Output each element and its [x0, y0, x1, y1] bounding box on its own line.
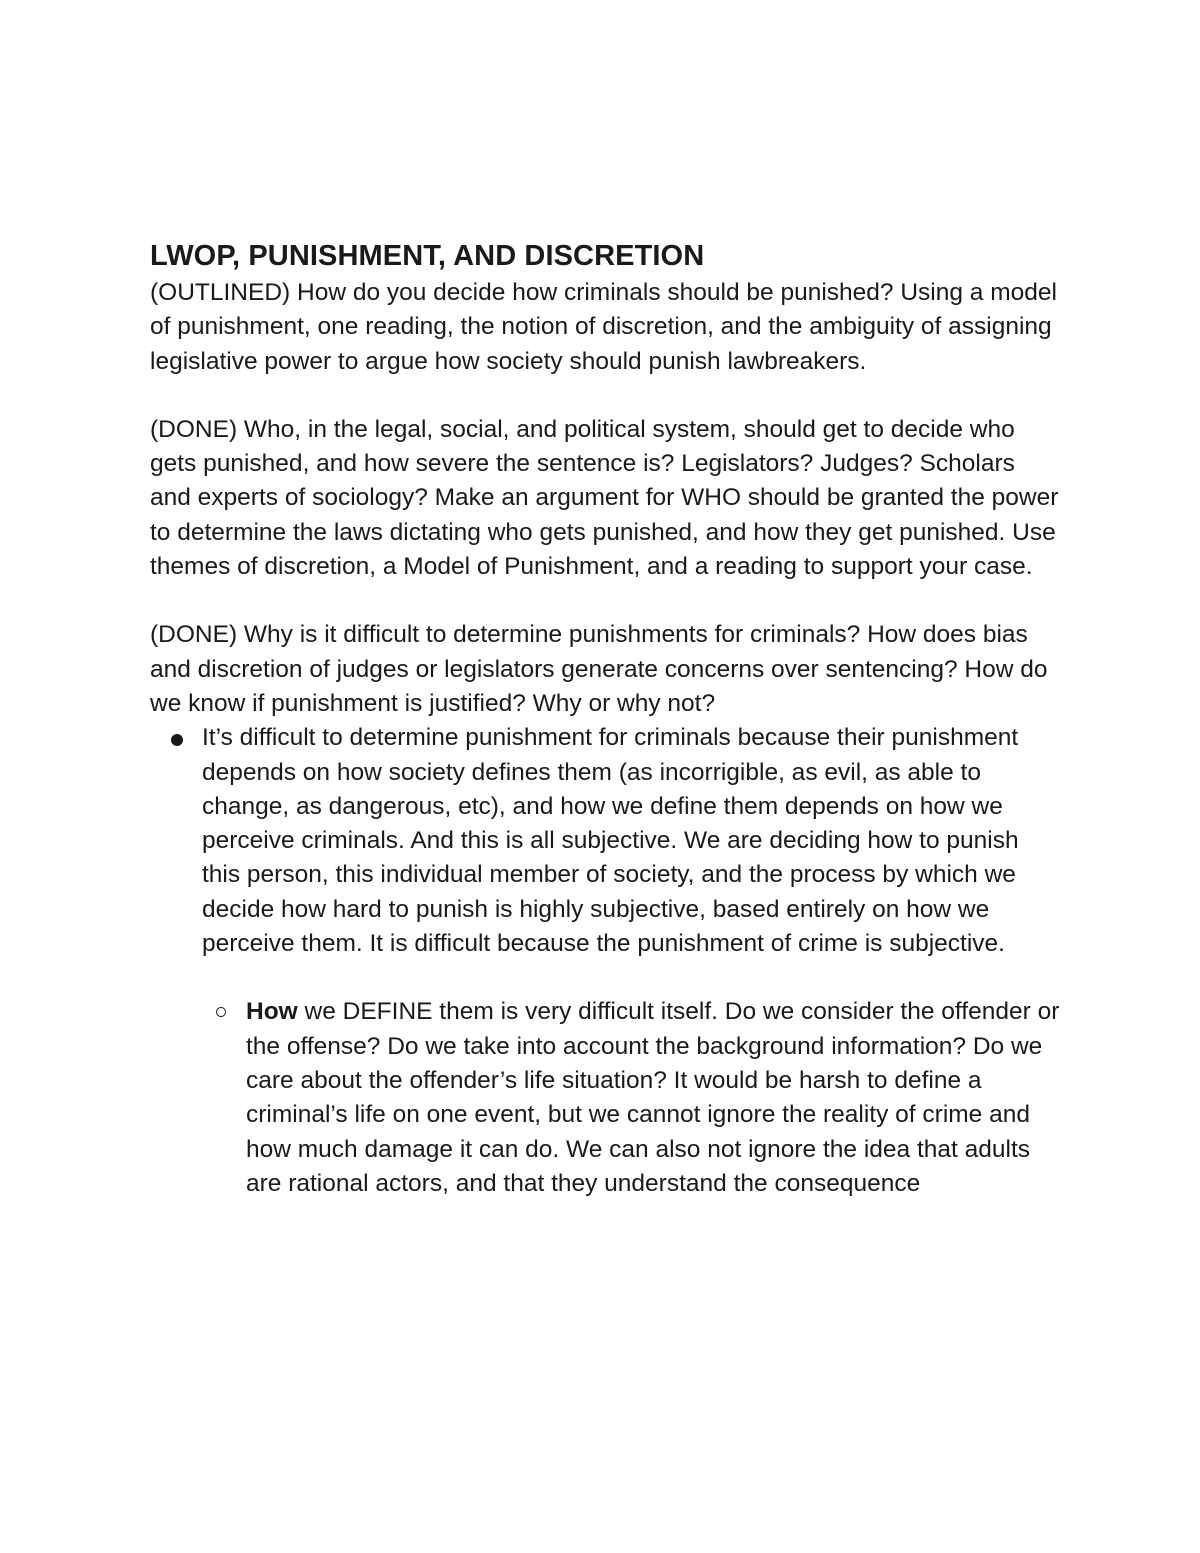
document-page: [150, 236, 1060, 1201]
prompt-outlined: (OUTLINED) How do you decide how criminals should be punished? Using a model of punishment, one reading, the notion of discretion, and the ambiguity of assigning legislative power to argue how society should punish lawbreakers.: [150, 279, 1057, 375]
sub-bullet-text: we DEFINE them is very difficult itself. Do we consider the offender or the offense? Do we take into account the background information? Do we care about the offender’s life situation? It would be harsh to define a criminal’s life on one event, but we cannot ignore the reality of crime and how much damage it can do. We can also not ignore the idea that adults are rational actors, and that they understand the consequence: [246, 998, 1060, 1197]
prompt-who-decides: (DONE) Who, in the legal, social, and political system, should get to decide who gets punished, and how severe the sentence is? Legislators? Judges? Scholars and experts of sociology? Make an argument for WHO should be granted the power to determine the laws dictating who gets punished, and how they get punished. Use themes of discretion, a Model of Punishment, and a reading to support your case.: [150, 415, 1059, 581]
sub-bullet-bold-lead: How: [246, 998, 298, 1026]
sub-bullet-item-define: [246, 995, 1060, 1201]
document-title: LWOP, PUNISHMENT, AND DISCRETION: [150, 240, 705, 272]
prompt-why-difficult: (DONE) Why is it difficult to determine punishments for criminals? How does bias and discretion of judges or legislators generate concerns over sentencing? How do we know if punishment is justified? Why or why not?: [150, 621, 1048, 717]
bullet-item-subjectivity: [202, 721, 1060, 961]
bullet-text: It’s difficult to determine punishment for criminals because their punishment depends on how society defines them (as incorrigible, as evil, as able to change, as dangerous, etc), and how we define them depends on how we perceive criminals. And this is all subjective. We are deciding how to punish this person, this individual member of society, and the process by which we decide how hard to punish is highly subjective, based entirely on how we perceive them. It is difficult because the punishment of crime is subjective.: [202, 724, 1019, 958]
paragraph-spacer: [150, 584, 1060, 618]
hollow-bullet-icon: [216, 1007, 226, 1017]
filled-bullet-icon: [171, 734, 183, 746]
paragraph-spacer: [150, 379, 1060, 413]
